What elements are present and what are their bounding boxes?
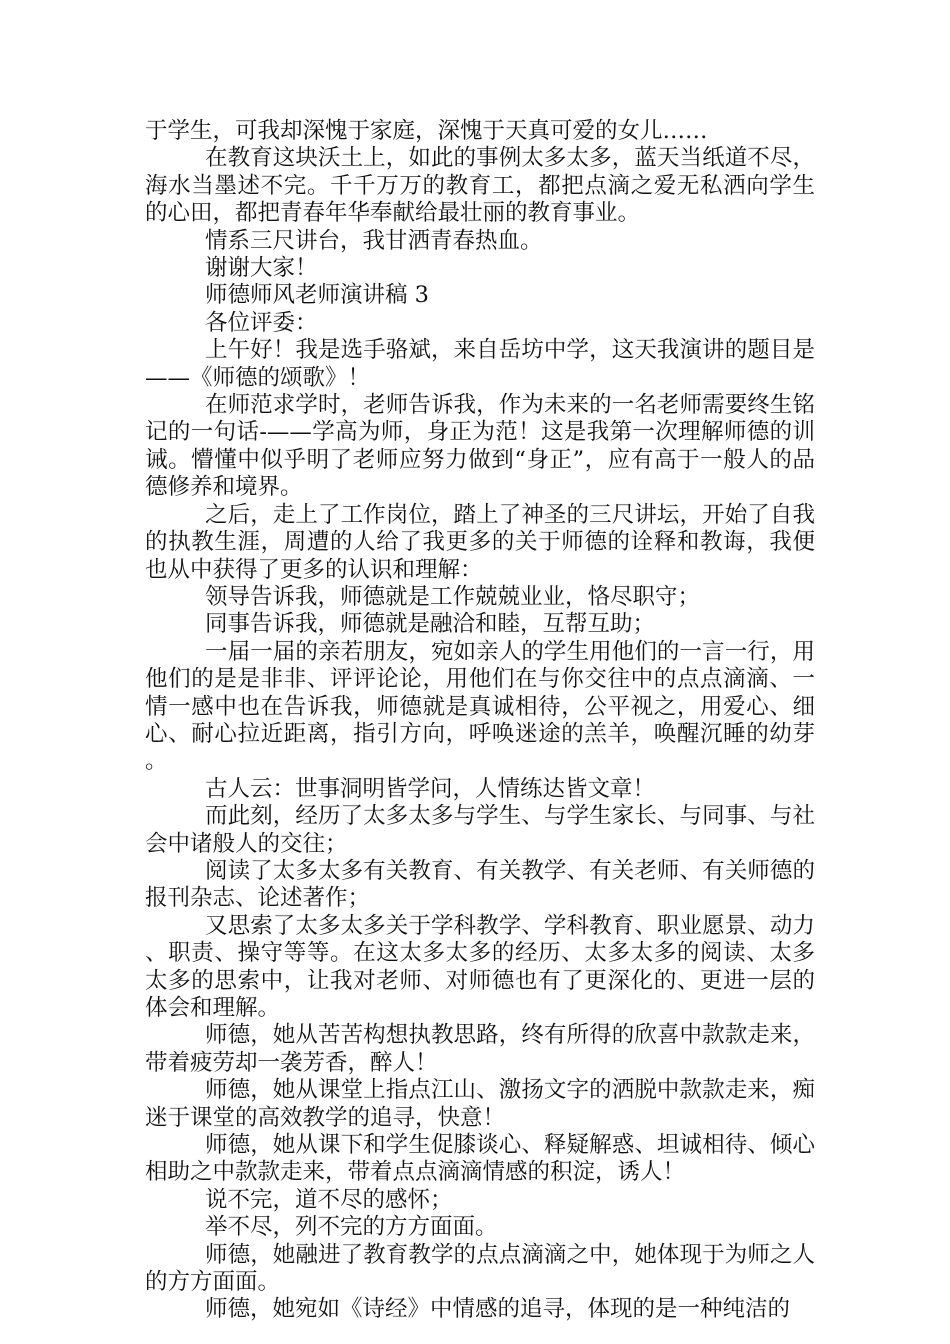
paragraph-14: 而此刻，经历了太多太多与学生、与学生家长、与同事、与社会中诸般人的交往； [145,803,815,857]
paragraph-1: 于学生，可我却深愧于家庭，深愧于天真可爱的女儿…… [145,118,708,144]
paragraph-2: 在教育这块沃土上，如此的事例太多太多，蓝天当纸道不尽，海水当墨述不完。千千万万的教育工，都把点滴之爱无私洒向学生的心田，都把青春年华奉献给最壮丽的教育事业。 [145,145,815,227]
document-page [145,118,815,1324]
paragraph-7: 上午好！我是选手骆斌，来自岳坊中学，这天我演讲的题目是——《师德的颂歌》！ [145,337,815,391]
paragraph-15: 阅读了太多太多有关教育、有关教学、有关老师、有关师德的报刊杂志、论述著作； [145,857,815,912]
paragraph-18: 师德，她从课堂上指点江山、激扬文字的洒脱中款款走来，痴迷于课堂的高效教学的追寻，快意！ [145,1077,815,1131]
paragraph-16: 又思索了太多太多关于学科教学、学科教育、职业愿景、动力、职责、操守等等。在这太多太多的经历、太多太多的阅读、太多太多的思索中，让我对老师、对师德也有了更深化的、更进一层的体会和理解。 [145,912,815,1021]
section-heading: 师德师风老师演讲稿 3 [205,282,429,309]
paragraph-10: 领导告诉我，师德就是工作兢兢业业，恪尽职守； [205,583,701,610]
paragraph-17: 师德，她从苦苦构想执教思路，终有所得的欣喜中款款走来，带着疲劳却一袭芳香，醉人！ [145,1022,815,1076]
paragraph-19: 师德，她从课下和学生促膝谈心、释疑解惑、坦诚相待、倾心相助之中款款走来，带着点点滴滴情感的积淀，诱人！ [145,1132,815,1186]
paragraph-23: 师德，她宛如《诗经》中情感的追寻，体现的是一种纯洁的 [205,1296,791,1323]
paragraph-11: 同事告诉我，师德就是融洽和睦，互帮互助； [205,611,656,638]
paragraph-20: 说不完，道不尽的感怀； [205,1186,453,1213]
paragraph-9: 之后，走上了工作岗位，踏上了神圣的三尺讲坛，开始了自我的执教生涯，周遭的人给了我更多的关于师德的诠释和教诲，我便也从中获得了更多的认识和理解： [145,501,815,583]
paragraph-13: 古人云：世事洞明皆学问，人情练达皆文章！ [205,775,656,802]
paragraph-22: 师德，她融进了教育教学的点点滴滴之中，她体现于为师之人的方方面面。 [145,1241,815,1296]
paragraph-12: 一届一届的亲若朋友，宛如亲人的学生用他们的一言一行，用他们的是是非非、评评论论，用他们在与你交往中的点点滴滴、一情一感中也在告诉我，师德就是真诚相待，公平视之，用爱心、细心、耐心拉近距离，指引方向，呼唤迷途的羔羊，唤醒沉睡的幼芽。 [145,638,815,775]
salutation: 各位评委： [205,309,318,336]
paragraph-21: 举不尽，列不完的方方面面。 [205,1214,498,1241]
paragraph-3: 情系三尺讲台，我甘洒青春热血。 [205,227,543,254]
paragraph-4: 谢谢大家！ [205,255,318,282]
paragraph-8: 在师范求学时，老师告诉我，作为未来的一名老师需要终生铭记的一句话-——学高为师，身正为范！这是我第一次理解师德的训诫。懵懂中似乎明了老师应努力做到“身正”，应有高于一般人的品德修养和境界。 [145,392,815,501]
